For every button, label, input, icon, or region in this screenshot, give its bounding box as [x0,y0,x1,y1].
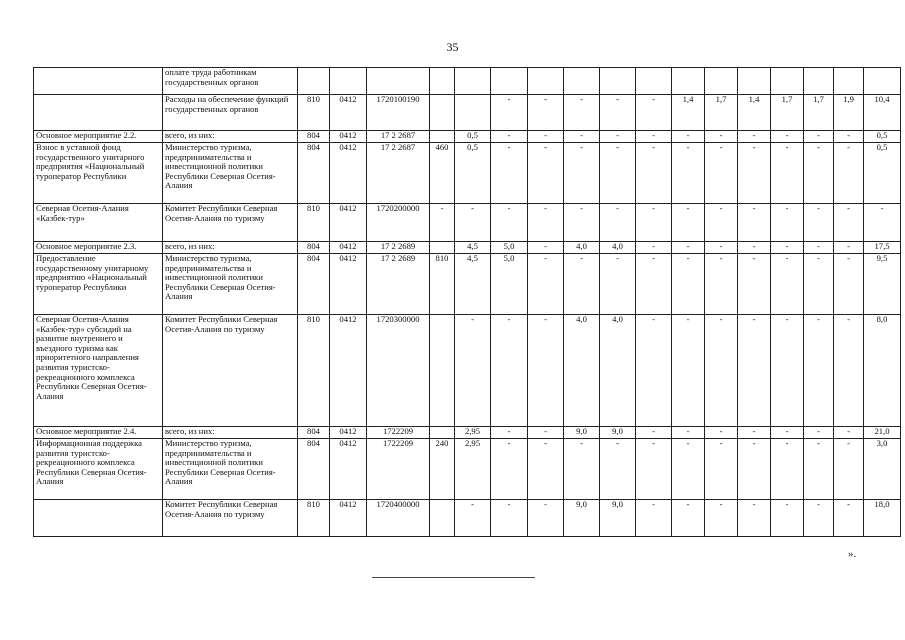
value-cell: - [705,500,738,537]
value-cell: 1,4 [672,95,705,131]
value-cell: - [834,204,864,242]
executor-cell: Министерство туризма, предпринимательства и инвестиционной политики Республики Северная Осетия-Алания [163,143,298,204]
code-cell: 804 [298,143,330,204]
value-cell: - [528,242,564,254]
code-cell [430,427,455,439]
value-cell: 10,4 [864,95,901,131]
code-cell [430,242,455,254]
code-cell: 0412 [330,131,367,143]
code-cell: 0412 [330,204,367,242]
value-cell: - [804,204,834,242]
code-cell: 240 [430,439,455,500]
value-cell: 9,0 [564,427,600,439]
code-cell: 0412 [330,427,367,439]
value-cell: - [834,427,864,439]
code-cell [430,131,455,143]
value-cell: - [771,204,804,242]
executor-cell: оплате труда работникам государственных органов [163,68,298,95]
value-cell: - [738,315,771,427]
value-cell: - [491,204,528,242]
table-row [34,439,901,500]
code-cell: 810 [298,500,330,537]
closing-quote: ». [848,548,857,560]
value-cell: - [705,315,738,427]
value-cell: 0,5 [455,131,491,143]
executor-cell: всего, из них: [163,427,298,439]
value-cell [636,68,672,95]
value-cell [600,68,636,95]
value-cell: 1,7 [771,95,804,131]
value-cell: - [834,315,864,427]
table-row [34,315,901,427]
executor-cell: Комитет Республики Северная Осетия-Алания по туризму [163,315,298,427]
table-row [34,143,901,204]
measure-cell: Основное мероприятие 2.2. [34,131,163,143]
value-cell: - [491,427,528,439]
value-cell [804,68,834,95]
value-cell: - [600,254,636,315]
value-cell: 9,5 [864,254,901,315]
value-cell: 4,5 [455,254,491,315]
code-cell: 0412 [330,143,367,204]
value-cell: - [738,143,771,204]
value-cell: - [672,427,705,439]
value-cell [834,68,864,95]
value-cell: 9,0 [600,500,636,537]
code-cell: 0412 [330,242,367,254]
executor-cell: Комитет Республики Северная Осетия-Алания по туризму [163,204,298,242]
value-cell: - [528,131,564,143]
value-cell: 1,7 [705,95,738,131]
code-cell: 810 [430,254,455,315]
value-cell: - [804,439,834,500]
value-cell: - [491,500,528,537]
code-cell [430,68,455,95]
measure-cell: Северная Осетия-Алания «Казбек-тур» [34,204,163,242]
code-cell [298,68,330,95]
code-cell [330,68,367,95]
value-cell: - [672,204,705,242]
value-cell: - [564,204,600,242]
value-cell: 5,0 [491,242,528,254]
value-cell: - [738,439,771,500]
value-cell: - [564,254,600,315]
table-row [34,204,901,242]
value-cell: - [528,427,564,439]
measure-cell: Северная Осетия-Алания «Казбек-тур» субсидий на развитие внутреннего и въездного туризма как приоритетного направления развития туристско-рекреационного комплекса Республики Северная Осетия-Алания [34,315,163,427]
value-cell [672,68,705,95]
value-cell: 4,0 [564,242,600,254]
value-cell: - [705,254,738,315]
value-cell: - [834,242,864,254]
value-cell: - [672,439,705,500]
code-cell: 804 [298,131,330,143]
measure-cell [34,500,163,537]
code-cell: 0412 [330,315,367,427]
budget-table [33,67,901,537]
value-cell: 0,5 [455,143,491,204]
value-cell: - [705,427,738,439]
value-cell: - [636,242,672,254]
value-cell: - [491,439,528,500]
value-cell: 9,0 [564,500,600,537]
value-cell: - [771,143,804,204]
code-cell: 17 2 2689 [367,242,430,254]
measure-cell: Основное мероприятие 2.4. [34,427,163,439]
table-row [34,68,901,95]
value-cell: - [804,315,834,427]
code-cell: - [430,204,455,242]
value-cell: - [834,500,864,537]
value-cell: - [738,204,771,242]
executor-cell: Комитет Республики Северная Осетия-Алания по туризму [163,500,298,537]
value-cell: - [672,254,705,315]
value-cell: - [564,131,600,143]
code-cell: 17 2 2687 [367,143,430,204]
table-row [34,131,901,143]
measure-cell [34,95,163,131]
code-cell: 1720400000 [367,500,430,537]
value-cell: 4,5 [455,242,491,254]
footnote-rule [372,577,535,578]
value-cell: - [672,131,705,143]
table-row [34,427,901,439]
value-cell: 4,0 [564,315,600,427]
executor-cell: всего, из них: [163,131,298,143]
value-cell: - [738,131,771,143]
code-cell: 0412 [330,439,367,500]
value-cell: 2,95 [455,427,491,439]
value-cell: - [834,439,864,500]
code-cell [430,500,455,537]
value-cell: - [771,254,804,315]
value-cell: - [672,242,705,254]
value-cell: - [600,131,636,143]
code-cell: 0412 [330,254,367,315]
code-cell: 804 [298,427,330,439]
value-cell: - [528,143,564,204]
value-cell: 0,5 [864,143,901,204]
value-cell: 0,5 [864,131,901,143]
value-cell: - [564,439,600,500]
code-cell: 460 [430,143,455,204]
value-cell [564,68,600,95]
code-cell [430,315,455,427]
value-cell: - [636,131,672,143]
value-cell: - [771,427,804,439]
measure-cell: Информационная поддержка развития туристско-рекреационного комплекса Республики Северная Осетия-Алания [34,439,163,500]
value-cell: 2,95 [455,439,491,500]
value-cell: - [738,427,771,439]
value-cell: 17,5 [864,242,901,254]
value-cell: - [528,254,564,315]
value-cell: - [600,95,636,131]
code-cell: 810 [298,95,330,131]
value-cell: 5,0 [491,254,528,315]
value-cell: - [564,95,600,131]
value-cell: - [771,242,804,254]
value-cell [738,68,771,95]
code-cell: 17 2 2689 [367,254,430,315]
value-cell: - [705,242,738,254]
value-cell: - [528,315,564,427]
value-cell: - [804,427,834,439]
value-cell: - [705,439,738,500]
value-cell [455,68,491,95]
code-cell: 810 [298,204,330,242]
value-cell: - [771,131,804,143]
value-cell: - [804,500,834,537]
value-cell: - [636,254,672,315]
value-cell: 1,9 [834,95,864,131]
value-cell: 1,7 [804,95,834,131]
value-cell: - [600,204,636,242]
value-cell: - [834,143,864,204]
value-cell: - [804,242,834,254]
value-cell: - [864,204,901,242]
value-cell: - [804,131,834,143]
value-cell: - [672,500,705,537]
code-cell: 1722209 [367,439,430,500]
value-cell [771,68,804,95]
table-row [34,95,901,131]
value-cell: - [672,315,705,427]
value-cell: - [528,500,564,537]
measure-cell: Взнос в уставной фонд государственного унитарного предприятия «Национальный туроператор Республики [34,143,163,204]
measure-cell: Предоставление государственному унитарному предприятию «Национальный туроператор Республики [34,254,163,315]
code-cell: 804 [298,439,330,500]
value-cell: - [672,143,705,204]
table-row [34,500,901,537]
value-cell: - [600,439,636,500]
value-cell: 1,4 [738,95,771,131]
value-cell: - [636,427,672,439]
code-cell: 1720100190 [367,95,430,131]
value-cell: - [705,131,738,143]
value-cell: - [738,242,771,254]
value-cell: - [636,315,672,427]
executor-cell: всего, из них: [163,242,298,254]
value-cell: - [491,95,528,131]
value-cell: - [771,439,804,500]
value-cell: - [636,143,672,204]
measure-cell [34,68,163,95]
value-cell: - [564,143,600,204]
value-cell: - [455,315,491,427]
value-cell: - [491,143,528,204]
value-cell: - [636,500,672,537]
code-cell [430,95,455,131]
value-cell: 3,0 [864,439,901,500]
value-cell [455,95,491,131]
value-cell: - [738,254,771,315]
value-cell: - [491,315,528,427]
code-cell [367,68,430,95]
value-cell: - [455,204,491,242]
value-cell: - [528,439,564,500]
value-cell [491,68,528,95]
code-cell: 0412 [330,95,367,131]
page-number: 35 [446,40,459,54]
value-cell: - [771,315,804,427]
value-cell: - [705,204,738,242]
code-cell: 804 [298,242,330,254]
value-cell: 9,0 [600,427,636,439]
code-cell: 17 2 2687 [367,131,430,143]
value-cell: - [705,143,738,204]
code-cell: 804 [298,254,330,315]
executor-cell: Министерство туризма, предпринимательства и инвестиционной политики Республики Северная Осетия-Алания [163,254,298,315]
value-cell: 18,0 [864,500,901,537]
value-cell: - [636,204,672,242]
value-cell: - [738,500,771,537]
code-cell: 1720300000 [367,315,430,427]
value-cell: - [834,254,864,315]
value-cell: - [771,500,804,537]
code-cell: 0412 [330,500,367,537]
code-cell: 810 [298,315,330,427]
value-cell: - [636,95,672,131]
code-cell: 1722209 [367,427,430,439]
value-cell: 4,0 [600,315,636,427]
value-cell: - [636,439,672,500]
value-cell: - [804,254,834,315]
value-cell: - [834,131,864,143]
value-cell [864,68,901,95]
measure-cell: Основное мероприятие 2.3. [34,242,163,254]
value-cell: - [528,95,564,131]
value-cell: - [491,131,528,143]
value-cell [528,68,564,95]
executor-cell: Министерство туризма, предпринимательства и инвестиционной политики Республики Северная Осетия-Алания [163,439,298,500]
value-cell: - [455,500,491,537]
value-cell: 8,0 [864,315,901,427]
value-cell: 4,0 [600,242,636,254]
table-row [34,254,901,315]
value-cell [705,68,738,95]
value-cell: 21,0 [864,427,901,439]
executor-cell: Расходы на обеспечение функций государственных органов [163,95,298,131]
value-cell: - [804,143,834,204]
value-cell: - [600,143,636,204]
table-row [34,242,901,254]
code-cell: 1720200000 [367,204,430,242]
value-cell: - [528,204,564,242]
